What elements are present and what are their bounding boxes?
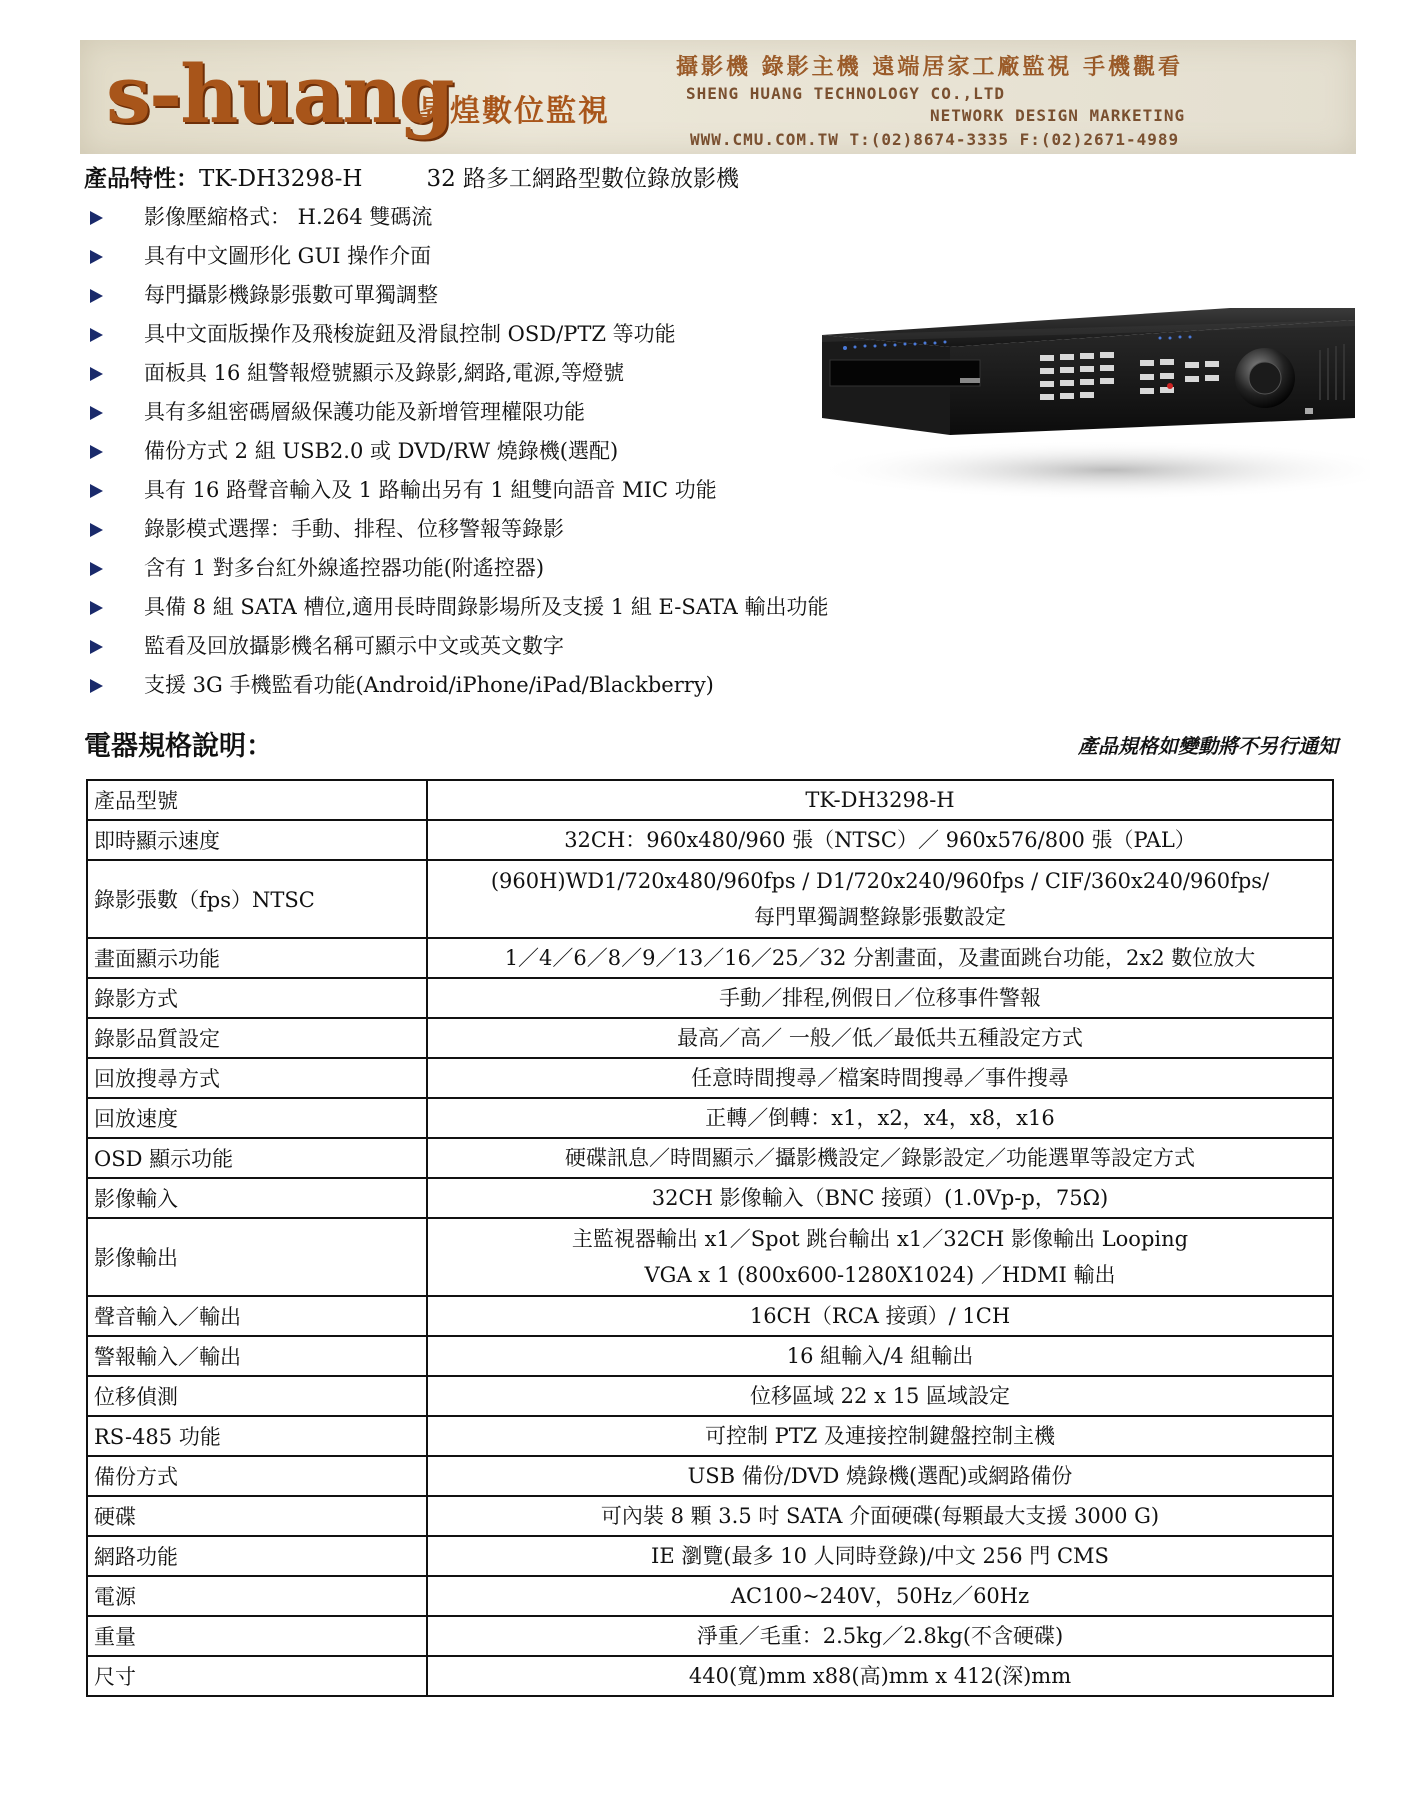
spec-value-line: 正轉／倒轉：x1，x2，x4，x8，x16 xyxy=(705,1106,1055,1130)
spec-row xyxy=(87,1098,1333,1138)
spec-label: 硬碟 xyxy=(87,1496,427,1536)
company-name: SHENG HUANG TECHNOLOGY CO.,LTD xyxy=(686,84,1005,103)
spec-value xyxy=(427,978,1333,1018)
spec-value xyxy=(427,860,1333,938)
brand-logo-chinese: 昇煌數位監視 xyxy=(418,94,610,129)
spec-row xyxy=(87,860,1333,938)
spec-row xyxy=(87,1336,1333,1376)
triangle-bullet-icon xyxy=(90,250,103,264)
spec-value-line: 16 組輸入/4 組輸出 xyxy=(786,1344,974,1368)
feature-text: 具中文面版操作及飛梭旋鈕及滑鼠控制 OSD/PTZ 等功能 xyxy=(144,322,676,346)
spec-value-line: 最高／高／ 一般／低／最低共五種設定方式 xyxy=(677,1026,1083,1050)
feature-text: 具有中文圖形化 GUI 操作介面 xyxy=(144,244,432,268)
spec-label: 網路功能 xyxy=(87,1536,427,1576)
feature-text: 監看及回放攝影機名稱可顯示中文或英文數字 xyxy=(144,634,564,658)
triangle-bullet-icon xyxy=(90,367,103,381)
spec-row xyxy=(87,780,1333,820)
product-model: TK-DH3298-H xyxy=(199,166,363,192)
spec-row xyxy=(87,1138,1333,1178)
spec-value-line: 16CH（RCA 接頭）/ 1CH xyxy=(749,1304,1011,1328)
spec-row xyxy=(87,1416,1333,1456)
triangle-bullet-icon xyxy=(90,445,103,459)
spec-value-line: VGA x 1 (800x600-1280X1024) ／HDMI 輸出 xyxy=(644,1263,1116,1287)
spec-row xyxy=(87,1536,1333,1576)
spec-row xyxy=(87,1656,1333,1696)
triangle-bullet-icon xyxy=(90,562,103,576)
spec-value xyxy=(427,1058,1333,1098)
spec-value-line: 32CH 影像輸入（BNC 接頭）(1.0Vp-p，75Ω) xyxy=(651,1186,1109,1210)
spec-row xyxy=(87,1456,1333,1496)
spec-change-note: 產品規格如變動將不另行通知 xyxy=(1078,734,1338,758)
feature-item xyxy=(84,354,828,393)
triangle-bullet-icon xyxy=(90,211,103,225)
spec-row xyxy=(87,1496,1333,1536)
spec-row xyxy=(87,938,1333,978)
spec-row xyxy=(87,1178,1333,1218)
feature-list xyxy=(84,198,828,705)
product-description: 32 路多工網路型數位錄放影機 xyxy=(426,166,740,192)
spec-value xyxy=(427,1098,1333,1138)
spec-value xyxy=(427,1536,1333,1576)
spec-value xyxy=(427,780,1333,820)
feature-text: 具備 8 組 SATA 槽位,適用長時間錄影場所及支援 1 組 E-SATA 輸出功能 xyxy=(144,595,829,619)
spec-value-line: 32CH：960x480/960 張（NTSC）／ 960x576/800 張（PAL） xyxy=(564,828,1196,852)
spec-value-line: 可控制 PTZ 及連接控制鍵盤控制主機 xyxy=(704,1424,1056,1448)
header-banner xyxy=(80,40,1356,154)
spec-row xyxy=(87,1576,1333,1616)
company-contact: WWW.CMU.COM.TW T:(02)8674-3335 F:(02)2671-4989 xyxy=(690,130,1180,149)
feature-text: 面板具 16 組警報燈號顯示及錄影,網路,電源,等燈號 xyxy=(144,361,625,385)
triangle-bullet-icon xyxy=(90,679,103,693)
spec-value xyxy=(427,1496,1333,1536)
feature-item xyxy=(84,666,828,705)
feature-text: 影像壓縮格式： H.264 雙碼流 xyxy=(144,205,433,229)
triangle-bullet-icon xyxy=(90,640,103,654)
spec-label: RS-485 功能 xyxy=(87,1416,427,1456)
brand-logo: s-huang xyxy=(106,47,453,141)
spec-value xyxy=(427,1138,1333,1178)
feature-text: 每門攝影機錄影張數可單獨調整 xyxy=(144,283,438,307)
spec-value-line: USB 備份/DVD 燒錄機(選配)或網路備份 xyxy=(687,1464,1073,1488)
spec-label: 位移偵測 xyxy=(87,1376,427,1416)
spec-value xyxy=(427,1218,1333,1296)
feature-text: 具有多組密碼層級保護功能及新增管理權限功能 xyxy=(144,400,585,424)
feature-item xyxy=(84,549,828,588)
spec-value xyxy=(427,1456,1333,1496)
spec-value-line: 主監視器輸出 x1／Spot 跳台輸出 x1／32CH 影像輸出 Looping xyxy=(571,1227,1189,1251)
spec-row xyxy=(87,1058,1333,1098)
spec-value-line: AC100~240V，50Hz／60Hz xyxy=(730,1584,1030,1608)
spec-label: 畫面顯示功能 xyxy=(87,938,427,978)
spec-row xyxy=(87,1218,1333,1296)
spec-value xyxy=(427,938,1333,978)
spec-value-line: 手動／排程,例假日／位移事件警報 xyxy=(719,986,1041,1010)
triangle-bullet-icon xyxy=(90,328,103,342)
spec-label: 錄影品質設定 xyxy=(87,1018,427,1058)
spec-value-line: 每門單獨調整錄影張數設定 xyxy=(754,905,1006,929)
spec-section-title: 電器規格說明： xyxy=(84,731,273,762)
triangle-bullet-icon xyxy=(90,406,103,420)
spec-row xyxy=(87,1376,1333,1416)
spec-label: 聲音輸入／輸出 xyxy=(87,1296,427,1336)
feature-item xyxy=(84,315,828,354)
spec-value xyxy=(427,820,1333,860)
spec-value-line: 440(寬)mm x88(高)mm x 412(深)mm xyxy=(688,1664,1072,1688)
feature-text: 含有 1 對多台紅外線遙控器功能(附遙控器) xyxy=(144,556,545,580)
spec-value xyxy=(427,1178,1333,1218)
feature-text: 支援 3G 手機監看功能(Android/iPhone/iPad/Blackberry) xyxy=(144,673,714,697)
spec-value-line: 位移區域 22 x 15 區域設定 xyxy=(750,1384,1010,1408)
spec-table xyxy=(86,779,1334,1697)
spec-value xyxy=(427,1616,1333,1656)
spec-value-line: 硬碟訊息／時間顯示／攝影機設定／錄影設定／功能選單等設定方式 xyxy=(565,1146,1195,1170)
spec-value xyxy=(427,1296,1333,1336)
spec-label: 錄影方式 xyxy=(87,978,427,1018)
feature-item xyxy=(84,510,828,549)
spec-row xyxy=(87,1296,1333,1336)
spec-value-line: 任意時間搜尋／檔案時間搜尋／事件搜尋 xyxy=(691,1066,1069,1090)
feature-item xyxy=(84,588,828,627)
spec-row xyxy=(87,1018,1333,1058)
spec-value xyxy=(427,1018,1333,1058)
spec-value-line: IE 瀏覽(最多 10 人同時登錄)/中文 256 門 CMS xyxy=(651,1544,1109,1568)
spec-label: 回放搜尋方式 xyxy=(87,1058,427,1098)
spec-label: 尺寸 xyxy=(87,1656,427,1696)
spec-label: 影像輸入 xyxy=(87,1178,427,1218)
feature-item xyxy=(84,393,828,432)
spec-row xyxy=(87,1616,1333,1656)
triangle-bullet-icon xyxy=(90,523,103,537)
spec-row xyxy=(87,820,1333,860)
spec-label: 錄影張數（fps）NTSC xyxy=(87,860,427,938)
spec-value-line: 可內裝 8 顆 3.5 吋 SATA 介面硬碟(每顆最大支援 3000 G) xyxy=(600,1504,1160,1528)
company-subtitle: NETWORK DESIGN MARKETING xyxy=(930,106,1186,125)
spec-value xyxy=(427,1576,1333,1616)
spec-value xyxy=(427,1336,1333,1376)
product-label: 產品特性： xyxy=(84,165,199,192)
spec-label: OSD 顯示功能 xyxy=(87,1138,427,1178)
spec-value xyxy=(427,1376,1333,1416)
triangle-bullet-icon xyxy=(90,289,103,303)
feature-item xyxy=(84,471,828,510)
spec-value-line: 淨重／毛重：2.5kg／2.8kg(不含硬碟) xyxy=(696,1624,1064,1648)
spec-label: 即時顯示速度 xyxy=(87,820,427,860)
feature-item xyxy=(84,627,828,666)
spec-value-line: TK-DH3298-H xyxy=(805,788,955,812)
triangle-bullet-icon xyxy=(90,601,103,615)
spec-label: 影像輸出 xyxy=(87,1218,427,1296)
spec-label: 警報輸入／輸出 xyxy=(87,1336,427,1376)
feature-text: 備份方式 2 組 USB2.0 或 DVD/RW 燒錄機(選配) xyxy=(144,439,619,463)
spec-value-line: 1／4／6／8／9／13／16／25／32 分割畫面，及畫面跳台功能，2x2 數位放大 xyxy=(504,946,1256,970)
feature-item xyxy=(84,198,828,237)
spec-value-line: (960H)WD1/720x480/960fps / D1/720x240/960fps / CIF/360x240/960fps/ xyxy=(490,869,1270,893)
product-heading xyxy=(84,160,739,193)
dvr-device-image xyxy=(810,300,1370,500)
feature-text: 錄影模式選擇：手動、排程、位移警報等錄影 xyxy=(144,517,564,541)
feature-item xyxy=(84,237,828,276)
spec-label: 電源 xyxy=(87,1576,427,1616)
triangle-bullet-icon xyxy=(90,484,103,498)
feature-text: 具有 16 路聲音輸入及 1 路輸出另有 1 組雙向語音 MIC 功能 xyxy=(144,478,717,502)
spec-value xyxy=(427,1656,1333,1696)
spec-label: 回放速度 xyxy=(87,1098,427,1138)
header-tagline: 攝影機 錄影主機 遠端居家工廠監視 手機觀看 xyxy=(676,54,1183,80)
spec-value xyxy=(427,1416,1333,1456)
spec-label: 備份方式 xyxy=(87,1456,427,1496)
spec-label: 重量 xyxy=(87,1616,427,1656)
feature-item xyxy=(84,276,828,315)
spec-row xyxy=(87,978,1333,1018)
spec-label: 產品型號 xyxy=(87,780,427,820)
feature-item xyxy=(84,432,828,471)
